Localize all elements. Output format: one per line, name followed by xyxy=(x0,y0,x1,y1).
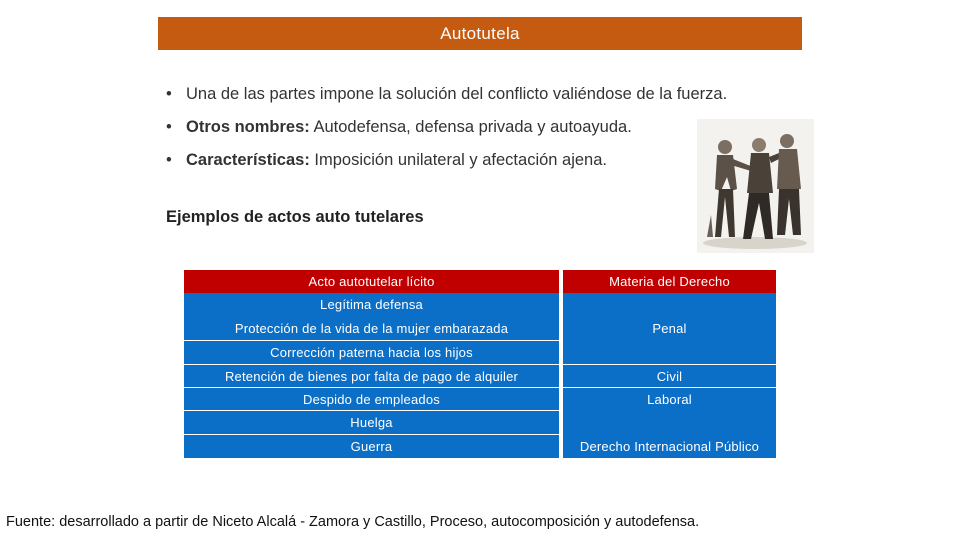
table-cell-act: Guerra xyxy=(184,434,559,458)
table-header-act: Acto autotutelar lícito xyxy=(184,270,559,293)
bullet-item xyxy=(166,80,806,113)
bullet-bold: Otros nombres: xyxy=(186,118,310,136)
source-note: Fuente: desarrollado a partir de Niceto Alcalá - Zamora y Castillo, Proceso, autocomposición y autodefensa. xyxy=(6,514,700,530)
table-cell-act: Protección de la vida de la mujer embarazada xyxy=(184,316,559,340)
bullet-dot: • xyxy=(166,85,172,103)
bullet-text: Autodefensa, defensa privada y autoayuda. xyxy=(309,118,632,136)
table-cell-area: Civil xyxy=(563,364,776,387)
table-cell-act: Corrección paterna hacia los hijos xyxy=(184,340,559,364)
table-cell-area: Penal xyxy=(563,293,776,364)
bullet-bold: Características: xyxy=(186,151,310,169)
table-cell-act: Retención de bienes por falta de pago de alquiler xyxy=(184,364,559,387)
table-cell-area: Derecho Internacional Público xyxy=(563,410,776,458)
table-cell-act: Huelga xyxy=(184,410,559,434)
slide-title: Autotutela xyxy=(158,17,802,50)
table-cell-area: Laboral xyxy=(563,387,776,410)
examples-heading: Ejemplos de actos auto tutelares xyxy=(166,208,424,226)
fight-illustration xyxy=(697,119,814,253)
table-cell-act: Legítima defensa xyxy=(184,293,559,316)
bullet-dot: • xyxy=(166,118,172,136)
table-cell-act: Despido de empleados xyxy=(184,387,559,410)
table-header-area: Materia del Derecho xyxy=(563,270,776,293)
bullet-text: Una de las partes impone la solución del conflicto valiéndose de la fuerza. xyxy=(186,85,728,103)
bullet-text: Imposición unilateral y afectación ajena. xyxy=(309,151,607,169)
fight-illustration-drawing xyxy=(697,119,814,253)
bullet-dot: • xyxy=(166,151,172,169)
